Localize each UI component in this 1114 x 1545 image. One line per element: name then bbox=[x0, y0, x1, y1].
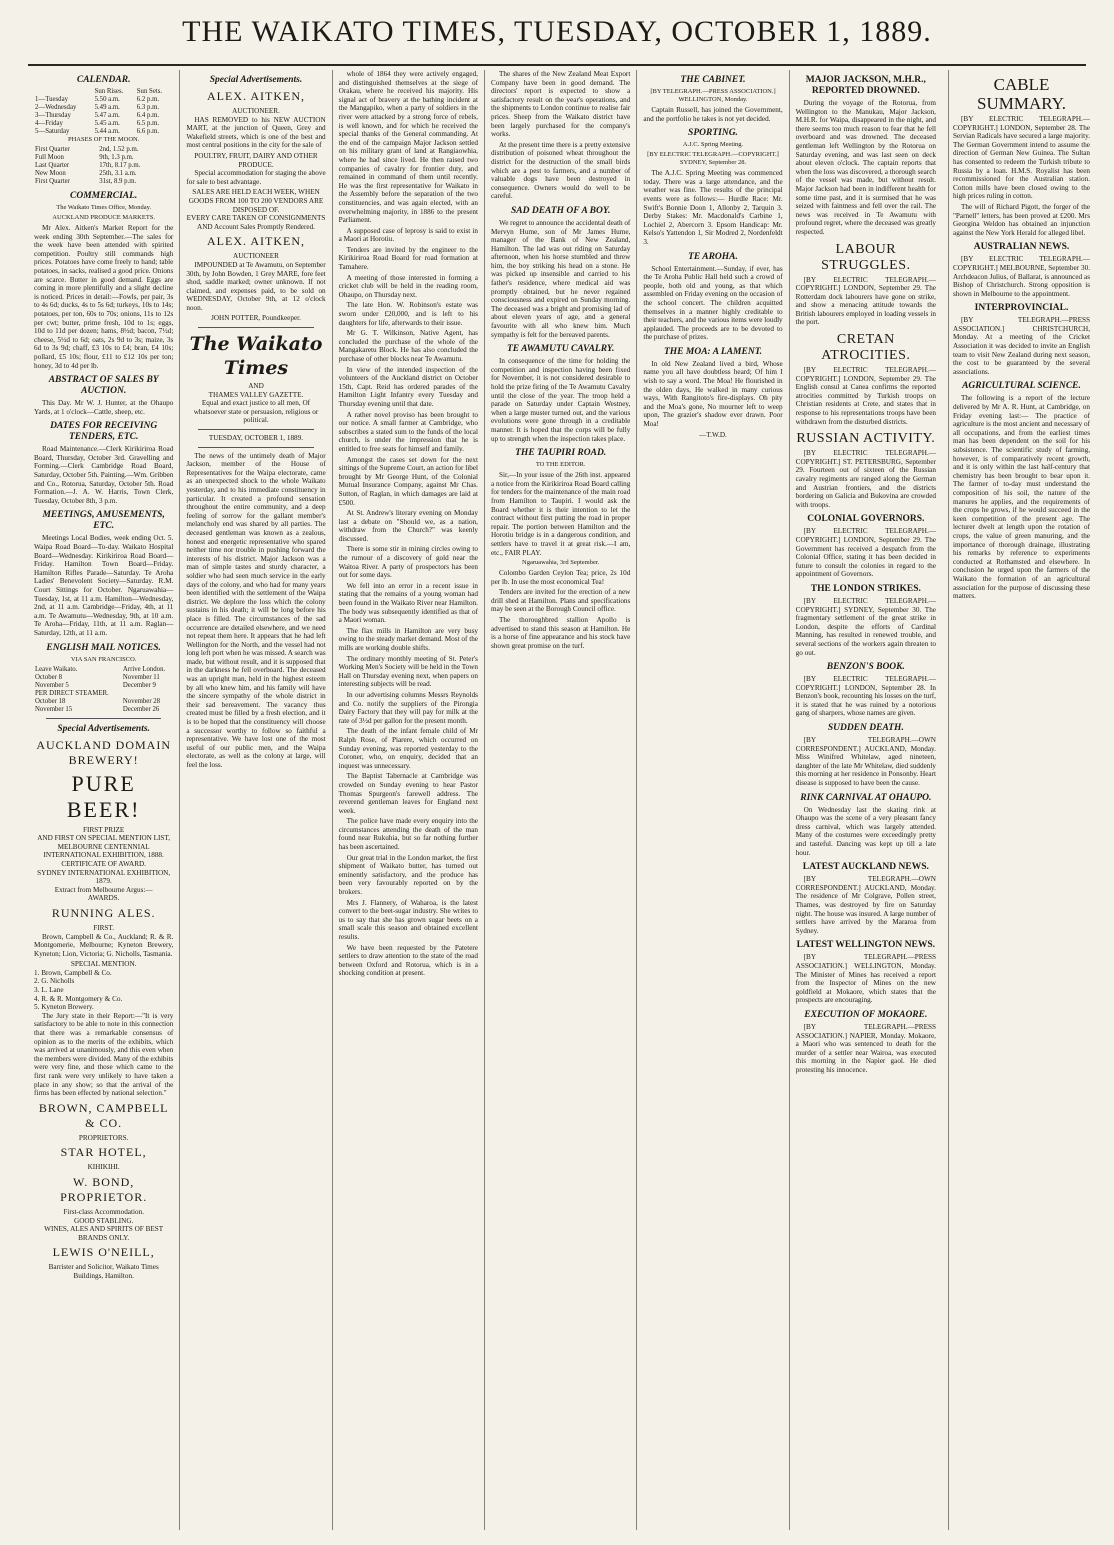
news-item: Tenders are invited for the erection of a new drill shed at Hamilton. Plans and specifications may be seen at the Borough Council office. bbox=[490, 588, 631, 614]
russian-heading: RUSSIAN ACTIVITY. bbox=[796, 431, 936, 447]
account-sales: AND Account Sales Promptly Rendered. bbox=[197, 222, 315, 231]
calendar-col: Sun Sets. bbox=[136, 88, 163, 95]
execution-text: [BY TELEGRAPH.—PRESS ASSOCIATION.] NAPIER, Monday. Mokaore, a Maori who was sentenced to death for the murder of a settler near Wairoa, was executed this morning in the Napier gaol. He died protesting his innocence. bbox=[795, 1022, 936, 1074]
cell: 6.2 p.m. bbox=[136, 96, 160, 103]
sales-heading: ABSTRACT OF SALES BY AUCTION. bbox=[48, 375, 159, 397]
news-item: There is some stir in mining circles owing to the rumour of a discovery of gold near the Waitoa River. A party of prospectors has been out for some days. bbox=[338, 545, 478, 580]
cretan-heading: CRETAN ATROCITIES. bbox=[821, 332, 911, 364]
news-item: The ordinary monthly meeting of St. Peter's Working Men's Society will be held in the Town Hall on Thursday evening next, when papers on interesting subjects will be read. bbox=[338, 654, 478, 689]
moon-row bbox=[34, 146, 173, 154]
labour-heading: LABOUR STRUGGLES. bbox=[821, 241, 911, 273]
moon-heading: PHASES OF THE MOON. bbox=[67, 136, 140, 143]
divider bbox=[46, 718, 161, 719]
column-3 bbox=[333, 70, 485, 1530]
news-item: A rather novel proviso has been brought to our notice. A small farmer at Cambridge, who subscribes a stated sum to the funds of the local church, is under the impression that he is entitled to free seats for himself and family. bbox=[338, 410, 478, 453]
columns bbox=[28, 70, 942, 1530]
news-item: The death of the infant female child of Mr Ralph Rose, of Piarere, which occurred on Sunday evening, was reported yesterday to the Coroner, who, on enquiry, decided that an inquest was unnecessary. bbox=[338, 727, 478, 770]
news-item: We have been requested by the Patetere settlers to draw attention to the state of the road between Oxford and Rotorua, which is in a shocking condition at present. bbox=[338, 943, 478, 978]
special-ads-heading: Special Advertisements. bbox=[57, 723, 150, 734]
cell: Last Quarter bbox=[35, 162, 70, 169]
major-jackson-text: During the voyage of the Rotorua, from Wellington to the Manukau, Major Jackson, M.H.R. for Waipa, disappeared in the night, and there seems too much reason to fear that he fell overboard and was drowned. The deceased gentleman left Wellington by the Rotorua on Saturday evening, and was last seen on deck about eleven o'clock. The captain reports that when the loss was discovered, a thorough search of the vessel was made, but without result. Major Jackson had been in indifferent health for some time past, and it is surmised that he was seized with faintness and fell over the rail. The news was received in Te Awamutu with profound regret, where the deceased was greatly respected. bbox=[795, 99, 936, 236]
moon-row bbox=[34, 162, 173, 170]
mail-row bbox=[34, 682, 173, 690]
sales-text: This Day. Mr W. J. Hunter, at the Ohaupo Yards, at 1 o'clock—Cattle, sheep, etc. bbox=[34, 399, 174, 416]
sudden-text: [BY TELEGRAPH.—OWN CORRESPONDENT.] AUCKLAND, Monday. Miss Winifred Whitelaw, aged nineteen, daughter of the late Mr Whitelaw, died suddenly this morning at her residence in Ponsonby. Heart disease is supposed to have been the cause. bbox=[795, 736, 936, 788]
proprietors: PROPRIETORS. bbox=[78, 1133, 129, 1142]
calendar-table bbox=[34, 88, 173, 136]
good-stabling: GOOD STABLING. bbox=[74, 1216, 134, 1225]
mention-item: 4. R. & R. Montgomery & Co. bbox=[34, 994, 123, 1003]
jury-text: The Jury state in their Report:—"It is very satisfactory to be able to note in this connection that there was a remarkable consensus of opinion as to the merits of the exhibits, which was arrived at unanimously, and this even when the members were divided. Many of the exhibits were very fine, and those which came to the first rank were very unlikely to have taken a place in any show; so that the arrival of the firms has been effected by national selection." bbox=[34, 1011, 174, 1098]
potter: JOHN POTTER, Poundkeeper. bbox=[211, 314, 301, 323]
cable-heading: CABLE SUMMARY. bbox=[977, 75, 1066, 113]
benzon-heading: BENZON'S BOOK. bbox=[826, 662, 905, 673]
motto: Equal and exact justice to all men, Of whatsoever state or persuasion, religious or political. bbox=[193, 399, 319, 425]
mail-table bbox=[34, 666, 173, 714]
news-item: The flax mills in Hamilton are very busy owing to the steady market demand. Most of the mills are working double shifts. bbox=[338, 626, 478, 652]
pure-beer: PURE BEER! bbox=[66, 770, 141, 822]
cell: First Quarter bbox=[35, 146, 70, 153]
cell: 2—Wednesday bbox=[35, 104, 77, 111]
ajc-heading: A.J.C. Spring Meeting. bbox=[682, 141, 744, 149]
news-item: Tenders are invited by the engineer to the Kirikiriroa Road Board for road formation at Tamahere. bbox=[338, 245, 478, 272]
strikes-text: [BY ELECTRIC TELEGRAPH.—COPYRIGHT.] SYDNEY, September 30. The fragmentary settlement of the great strike in London, despite the efforts of Cardinal Manning, has resulted in renewed trouble, and several sections of the workers again threaten to go out. bbox=[795, 596, 936, 657]
jackson-bio: whole of 1864 they were actively engaged, and distinguished themselves at the siege of Orakau, where he received his majority. His signal act of bravery at the bathing incident at the Mangapiko, when a party of soldiers in the river were attacked by a strong force of rebels, is well known, and for which he received the special thanks of the General commanding. At the end of the campaign Major Jackson settled on his military grant of land at Rangiaowhia, where he had since lived. He then raised two companies of cavalry for frontier duty, and remained in command of them until recently. He was the first representative for Waikato in the Assembly before the separation of the two constituencies, and was again elected, with an overwhelming majority, in 1886 to the present Parliament. bbox=[338, 70, 478, 225]
cell: PER DIRECT STEAMER. bbox=[35, 689, 109, 697]
major-jackson-heading: MAJOR JACKSON, M.H.R., REPORTED DROWNED. bbox=[805, 75, 926, 96]
cell: Leave Waikato. bbox=[35, 665, 78, 673]
cell: November 5 bbox=[35, 681, 69, 689]
special-mention: SPECIAL MENTION. bbox=[70, 960, 137, 969]
cell: 6.6 p.m. bbox=[136, 128, 160, 135]
calendar-col: Sun Rises. bbox=[94, 88, 124, 95]
column-2 bbox=[180, 70, 332, 1530]
masthead-title: THE WAIKATO TIMES, TUESDAY, OCTOBER 1, 1889. bbox=[182, 15, 932, 48]
cell: December 26 bbox=[122, 705, 160, 713]
auctioneer: AUCTIONEER. bbox=[232, 107, 280, 115]
cell: 5.44 a.m. bbox=[94, 128, 120, 135]
cell: 17th, 8.17 p.m. bbox=[99, 162, 141, 169]
calendar-row bbox=[34, 128, 173, 136]
auckland-heading: AUCKLAND PRODUCE MARKETS. bbox=[52, 214, 156, 221]
brewery-line: AUCKLAND DOMAIN BREWERY! bbox=[36, 737, 171, 767]
cabinet-sub: [BY TELEGRAPH.—PRESS ASSOCIATION.] WELLINGTON, Monday. bbox=[650, 88, 776, 103]
calendar-row bbox=[34, 120, 173, 128]
colonial-heading: COLONIAL GOVERNORS. bbox=[807, 514, 925, 525]
cell: December 9 bbox=[122, 681, 156, 689]
news-item: A supposed case of leprosy is said to exist in a Maori at Horotiu. bbox=[338, 226, 478, 244]
masthead bbox=[28, 14, 1086, 66]
tenders-heading: DATES FOR RECEIVING TENDERS, ETC. bbox=[50, 421, 158, 443]
auckland-news-text: [BY TELEGRAPH.—OWN CORRESPONDENT.] AUCKLAND, Monday. The residence of Mr Colgrave, Pollen street, Thames, was destroyed by fire on Saturday night. The house was insured. A large number of settlers have arrived by the Mararoa from Sydney. bbox=[795, 875, 936, 935]
every-care: EVERY CARE TAKEN OF CONSIGNMENTS bbox=[186, 214, 326, 223]
cell: 25th, 3.1 a.m. bbox=[99, 170, 137, 177]
column-5 bbox=[637, 70, 789, 1530]
rink-heading: RINK CARNIVAL AT OHAUPO. bbox=[800, 792, 932, 803]
sydney: SYDNEY INTERNATIONAL EXHIBITION, 1879. bbox=[37, 868, 171, 886]
calendar-row bbox=[34, 112, 173, 120]
calendar-row bbox=[34, 104, 173, 112]
first-prize: FIRST PRIZE bbox=[83, 825, 125, 834]
prize-text: AND FIRST ON SPECIAL MENTION LIST, MELBOURNE CENTENNIAL INTERNATIONAL EXHIBITION, 1888. bbox=[37, 834, 171, 860]
mail-sub: VIA SAN FRANCISCO. bbox=[70, 655, 137, 663]
divider bbox=[198, 447, 313, 448]
cabinet-heading: THE CABINET. bbox=[680, 75, 746, 85]
wines: WINES, ALES AND SPIRITS OF BEST BRANDS ONLY. bbox=[44, 1225, 164, 1242]
mail-row bbox=[34, 706, 173, 714]
cell: 9th, 1.3 p.m. bbox=[99, 154, 134, 161]
interprovincial-heading: INTERPROVINCIAL. bbox=[974, 303, 1069, 314]
mail-row bbox=[34, 698, 173, 706]
news-item: The late Hon. W. Robinson's estate was sworn under £20,000, and is left to his daughters for life, afterwards to their issue. bbox=[338, 301, 478, 327]
cell: New Moon bbox=[35, 170, 66, 177]
special-accom: Special accommodation for staging the above for sale to best advantage. bbox=[186, 169, 326, 186]
moon-row bbox=[34, 178, 173, 186]
calendar-heading: CALENDAR. bbox=[76, 75, 131, 85]
cell: 5.49 a.m. bbox=[94, 104, 120, 111]
taupiri-heading: THE TAUPIRI ROAD. bbox=[515, 448, 607, 459]
ajc-text: The A.J.C. Spring Meeting was commenced today. There was a large attendance, and the weather was fine. The results of the principal events were as follows:— Hurdle Race: Mr. Swift's Bonnie Doon 1, Allonby 2, Tarquin 3. Derby Stakes: Mr. Macdonald's Carbine 1, Lochiel 2, Abercorn 3. Epsom Handicap: Mr. Kelso's Yattendon 1, Sir Modred 2, Nordenfeldt 3. bbox=[643, 169, 783, 246]
russian-text: [BY ELECTRIC TELEGRAPH.—COPYRIGHT.] ST. PETERSBURG, September 29. Fourteen out of sixteen of the Russian cavalry regiments are ranged along the German and Austrian frontiers, and the districts bordering on Galicia and Bukovina are crowded with troops. bbox=[795, 449, 936, 509]
removed-text: HAS REMOVED to his NEW AUCTION MART, at the junction of Queen, Grey and Wakefield streets, which is one of the best and most central positions in the city for the sale of bbox=[186, 115, 326, 150]
labour-text: [BY ELECTRIC TELEGRAPH.—COPYRIGHT.] LONDON, September 29. The Rotterdam dock labourers have gone on strike, and show a menacing attitude towards the British labourers employed in loading vessels in the port. bbox=[795, 275, 936, 327]
cell: 6.5 p.m. bbox=[136, 120, 160, 127]
interprovincial-text: [BY TELEGRAPH.—PRESS ASSOCIATION.] CHRISTCHURCH, Monday. At a meeting of the Cricket Association it was decided to invite an English team to visit New Zealand during next season, the cost to be guaranteed by the several associations. bbox=[953, 316, 1090, 376]
auckland-news-heading: LATEST AUCKLAND NEWS. bbox=[802, 862, 929, 873]
taupiri-sub: TO THE EDITOR. bbox=[535, 461, 586, 469]
aitken-name-2: ALEX. AITKEN, bbox=[207, 234, 305, 249]
news-item: Our great trial in the London market, the first shipment of Waikato butter, has turned out eminently satisfactory, and the produce has been very favourably reported on by the brokers. bbox=[338, 853, 478, 897]
news-item: The thoroughbred stallion Apollo is advertised to stand this season at Hamilton. He is a horse of fine appearance and his stock have shown great promise on the turf. bbox=[490, 616, 631, 650]
cell: October 18 bbox=[35, 697, 66, 705]
kihikihi: KIHIKIHI. bbox=[87, 1163, 120, 1172]
cell: 5—Saturday bbox=[35, 128, 70, 135]
news-item: At the present time there is a pretty extensive distribution of poisoned wheat throughout the district for the destruction of the small birds which are a pest to farmers, and a number of valuable dogs have been destroyed in consequence. Owners would do well to be careful. bbox=[490, 140, 631, 201]
auckland-text: Mr Alex. Aitken's Market Report for the week ending 30th September.—The sales for the week have been attended with spirited competition. Poultry still commands high prices. Potatoes have come freely to hand; table potatoes, in sacks, realised a good price. Onions are scarce. Butter in good demand. Eggs are coming in more plentifully and a slight decline is noticed. Prices in detail:—Fowls, per pair, 3s to 4s 6d; ducks, 4s to 5s 6d; turkeys, 10s to 14s; potatoes, per ton, 60s to 70s; onions, 11s to 12s per cwt; butter, prime fresh, 10d to 1s; eggs, 10d to 11d per dozen; hams, 8½d; bacon, 7½d; cheese, 5½d to 6d; oats, 2s 9d to 3s; maize, 3s 6d to 3s 9d; chaff, £3 10s to £4; bran, £4 10s; pollard, £5 10s; flour, £11 to £12 10s per ton; honey, 3d to 4d per lb. bbox=[34, 224, 174, 370]
mention-item: 3. L. Lane bbox=[34, 986, 64, 995]
news-item: We fell into an error in a recent issue in stating that the remains of a young woman had been found in the Waikato River near Hamilton. The body was subsequently identified as that of a Maori woman. bbox=[338, 581, 478, 625]
colonial-text: [BY ELECTRIC TELEGRAPH.—COPYRIGHT.] LONDON, September 29. The Government has received a despatch from the Colonial Office, stating it has been decided in future to consult the colonies in regard to the appointment of Governors. bbox=[795, 527, 936, 579]
bond-line: W. BOND, PROPRIETOR. bbox=[60, 1174, 148, 1204]
cell: 5.50 a.m. bbox=[94, 96, 120, 103]
and-line: AND bbox=[248, 382, 264, 391]
column-6 bbox=[790, 70, 942, 1530]
mail-row bbox=[34, 690, 173, 698]
cell: October 8 bbox=[35, 673, 62, 681]
news-item: Mrs J. Flannery, of Waharoa, is the latest convert to the beet-sugar industry. She writes to us to say that she has grown sugar beets on a small scale this season and obtained excellent results. bbox=[338, 898, 478, 941]
news-item: At St. Andrew's literary evening on Monday last a debate on "Should we, as a nation, withdraw from the Church?" was keenly discussed. bbox=[338, 509, 478, 543]
column-1 bbox=[28, 70, 180, 1530]
moa-signature: —T.W.D. bbox=[699, 430, 727, 439]
cell: 3—Thursday bbox=[35, 112, 71, 119]
news-item: The Baptist Tabernacle at Cambridge was crowded on Sunday evening to hear Pastor Thomas Spurgeon's farewell address. The reverend gentleman leaves for England next week. bbox=[338, 772, 478, 815]
gazette: THAMES VALLEY GAZETTE. bbox=[208, 390, 304, 399]
tenders-text: Road Maintenance.—Clerk Kirikiriroa Road Board, Thursday, October 3rd. Gravelling and Forming.—Clerk Cambridge Road Board, Saturday, October 5th. Painting.—Wm. Gribben and Co., Rotorua, Saturday, October 5th. Road Formation.—J. A. W. Harris, Town Clerk, Tuesday, October 8th, 3 p.m. bbox=[34, 445, 174, 505]
cavalry-text: In consequence of the time for holding the competition and inspection having been fixed for November, it is not considered desirable to hold the prize firing of the Te Awamutu Cavalry until the close of the year. The troop held a parade on Saturday under Captain Westney, when a large muster turned out, and the various evolutions were gone through in a creditable manner. It is hoped that the corps will be fully up to strength when the inspection takes place. bbox=[490, 357, 631, 443]
rink-text: On Wednesday last the skating rink at Ohaupo was the scene of a very pleasant fancy dress carnival, which was largely attended. Many of the costumes were exceedingly pretty and tasteful. Dancing was kept up till a late hour. bbox=[795, 805, 936, 857]
commercial-heading: COMMERCIAL. bbox=[70, 191, 138, 201]
australian-heading: AUSTRALIAN NEWS. bbox=[973, 242, 1070, 253]
first-label: FIRST. bbox=[93, 923, 115, 932]
leader-text: The news of the untimely death of Major Jackson, member of the House of Representatives for the Waipa electorate, came as an unexpected shock to the whole Waikato yesterday, and to his immediate constituency in particular. It created a profound sensation throughout the entire community, and a deep feeling of sorrow for the gallant member's melancholy end was shared by all parties. The deceased gentleman was known as a zealous, honest and energetic representative who spared neither time nor trouble in pushing forward the interests of his district. Major Jackson was a man of simple tastes and sturdy character, a soldier who had seen much service in the early days of the colony, and who had for many years been identified with the settlement of the Waipa district. We deplore the loss which the colony sustains in his death; it will be long before his place is filled. The circumstances of the sad occurrence are detailed elsewhere, and we need not repeat them here. It appears that he had left Wellington for the North, and the vessel had not long left port when he was missed. A search was made, but without result, and it is supposed that in the darkness he fell overboard. The deceased was an upright man, held in the highest esteem by all who knew him, and his family will have the sincere sympathy of the whole district in their sad bereavement. The vacancy thus created must be filled by a fresh election, and it is to be hoped that the constituency will choose a successor worthy to follow so faithful a representative. We have lost one of the most useful of our public men, and the Waipa electorate, as well as the colony at large, will feel the loss. bbox=[186, 451, 326, 769]
awards: AWARDS. bbox=[87, 894, 120, 903]
wellington-news-heading: LATEST WELLINGTON NEWS. bbox=[796, 940, 936, 951]
cabinet-text: Captain Russell, has joined the Government, and the portfolio he takes is not yet decided. bbox=[643, 106, 783, 123]
cell: 5.47 a.m. bbox=[94, 112, 120, 119]
sporting-heading: SPORTING. bbox=[688, 128, 738, 139]
strikes-heading: THE LONDON STRIKES. bbox=[810, 583, 921, 594]
cell: 2nd, 1.52 p.m. bbox=[99, 146, 139, 153]
running-ales: RUNNING ALES. bbox=[51, 905, 156, 920]
news-item: Amongst the cases set down for the next sittings of the Supreme Court, an action for libel brought by Mr George Hunt, of the Colonial Mutual Insurance Company, against Mr Chas. Sutton, of Raglan, in which damages are laid at £500. bbox=[338, 455, 478, 507]
forger-text: The will of Richard Pigott, the forger of the "Parnell" letters, has been proved at £200. Mrs Georgina Weldon has obtained an injunction against the New York Herald for alleged libel. bbox=[953, 202, 1090, 237]
news-item: A meeting of those interested in forming a cricket club will be held in the reading room, Ohaupo, on Thursday next. bbox=[338, 273, 478, 299]
cell: 6.3 p.m. bbox=[136, 104, 160, 111]
taupiri-place: Ngaruawahia, 3rd September. bbox=[522, 559, 600, 567]
news-item: Colombo Garden Ceylon Tea; price, 2s 10d per lb. In use the most economical Tea! bbox=[490, 569, 631, 586]
cell: 5.45 a.m. bbox=[94, 120, 120, 127]
australian-text: [BY ELECTRIC TELEGRAPH.—COPYRIGHT.] MELBOURNE, September 30. Archdeacon Julius, of Ballarat, is announced as Bishop of Christchurch. Strong opposition is shown in Melbourne to the appointment. bbox=[953, 255, 1090, 298]
mail-row bbox=[34, 674, 173, 682]
lewis-oneill: LEWIS O'NEILL, bbox=[52, 1245, 155, 1260]
cell: November 15 bbox=[35, 705, 73, 713]
barrister: Barrister and Solicitor, Waikato Times Buildings, Hamilton. bbox=[48, 1263, 159, 1280]
calendar-col bbox=[34, 88, 94, 96]
te-aroha-heading: TE AROHA. bbox=[688, 251, 738, 262]
mention-item: 2. G. Nicholls bbox=[34, 977, 75, 986]
moa-heading: THE MOA: A LAMENT. bbox=[663, 346, 762, 357]
cable-text: [BY ELECTRIC TELEGRAPH.—COPYRIGHT.] LONDON, September 28. The Servian Radicals have secured a large majority. The German Government intend to assume the direction of German New Guinea. The Sultan has consented to redeem the Turkish tribute to Russia by a loan. H.M.S. Royalist has been recommissioned for the Australian station. Cotton mills have been closed owing to the high prices ruling in cotton. bbox=[953, 115, 1090, 201]
impounded-text: IMPOUNDED at Te Awamutu, on September 30th, by John Bowden, 1 Grey MARE, fore feet shod, saddle marked; owner unknown. If not claimed, and expenses paid, to be sold on WEDNESDAY, October 9th, at 12 o'clock noon. bbox=[186, 260, 326, 312]
cell: November 28 bbox=[122, 697, 161, 705]
cell: November 11 bbox=[122, 673, 160, 681]
column-4 bbox=[485, 70, 637, 1530]
paper-title: The Waikato Times bbox=[189, 333, 323, 380]
commercial-sub: The Waikato Times Office, Monday. bbox=[56, 204, 152, 211]
aitken-name: ALEX. AITKEN, bbox=[207, 89, 305, 103]
cell: 6.4 p.m. bbox=[136, 112, 160, 119]
wellington-news-text: [BY TELEGRAPH.—PRESS ASSOCIATION.] WELLINGTON, Monday. The Minister of Mines has received a report from the Inspector of Mines on the new goldfield at Mokaore, which states that the prospects are encouraging. bbox=[795, 953, 936, 1005]
benzon-text: [BY ELECTRIC TELEGRAPH.—COPYRIGHT.] LONDON, September 28. In Benzon's book, recounting his losses on the turf, it is stated that he was ruined by a notorious gang of sharpers, whose names are given. bbox=[795, 675, 936, 718]
execution-heading: EXECUTION OF MOKAORE. bbox=[804, 1009, 928, 1020]
extract: Extract from Melbourne Argus:— bbox=[54, 885, 153, 894]
news-item: Mr G. T. Wilkinson, Native Agent, has concluded the purchase of the whole of the Mangakaretu Block. He has also concluded the purchase of other blocks near Te Awamutu. bbox=[338, 329, 478, 363]
agricultural-text: The following is a report of the lecture delivered by Mr A. R. Hunt, at Cambridge, on Friday evening last:— The practice of agriculture is the most ancient and necessary of all occupations, and from the earliest times man has been dependent on the soil for his subsistence. The scientific study of farming, however, is of comparatively recent growth, and it is only within the last half-century that chemistry has been brought to bear upon it. The farmer of to-day must understand the composition of his soil, the nature of the manures he applies, and the requirements of the crops he grows, if he would succeed in the keen competition of the present age. The lecturer dwelt at length upon the rotation of crops, the value of green manuring, and the importance of thorough drainage, illustrating his remarks by reference to experiments conducted at Rothamsted and elsewhere. In conclusion he urged upon the farmers of the Waikato the formation of an agricultural association for the purpose of discussing these matters. bbox=[953, 394, 1090, 601]
sales-daily: SALES ARE HELD EACH WEEK, WHEN GOODS FROM 100 TO 200 VENDORS ARE DISPOSED OF. bbox=[188, 188, 324, 214]
cell: 4—Friday bbox=[35, 120, 63, 127]
calendar-header-row bbox=[34, 88, 173, 96]
cell: 31st, 8.9 p.m. bbox=[99, 178, 137, 185]
brown-campbell: BROWN, CAMPBELL & CO. bbox=[38, 1100, 169, 1130]
column-7 bbox=[948, 70, 1094, 1530]
sudden-heading: SUDDEN DEATH. bbox=[827, 723, 904, 734]
first-class: First-class Accommodation. bbox=[63, 1207, 144, 1216]
news-item: The shares of the New Zealand Meat Export Company have been in good demand. The directors' report is expected to show a satisfactory result on the year's operations, and the shipments to London continue to realise fair prices. Sheep from the Waikato district have been largely purchased for the company's works. bbox=[490, 70, 631, 139]
agricultural-heading: AGRICULTURAL SCIENCE. bbox=[962, 381, 1081, 392]
meetings-text: Meetings Local Bodies, week ending Oct. 5. Waipa Road Board—To-day. Waikato Hospital Board—Wednesday. Kirikiriroa Road Board—Friday. Hamilton Town Board—Friday. Hamilton Rifles Parade—Saturday. Te Aroha Ladies' Benevolent Society—Saturday. R.M. Court Sittings for October. Ngaruawahia—Tuesday, 1st, at 11 a.m. Hamilton—Wednesday, 2nd, at 11 a.m. Cambridge—Friday, 4th, at 11 a.m. Te Awamutu—Wednesday, 9th, at 10 a.m. Te Aroha—Friday, 11th, at 11 a.m. Raglan—Saturday, 12th, at 11 a.m. bbox=[34, 534, 174, 637]
cell: 1—Tuesday bbox=[35, 96, 68, 103]
moa-text: In old New Zealand lived a bird, Whose name you all have doubtless heard; Of him I wish to say a word. The Moa! He flourished in the olden days, He walked in many curious ways, With Rangitoto's fire-displays. Oh pity and the Moa's gone, No mourner left to weep upon, The grazier's shadow ever drawn. Poor Moa! bbox=[643, 359, 783, 429]
cavalry-heading: TE AWAMUTU CAVALRY. bbox=[506, 344, 615, 355]
mention-item: 5. Kyneton Brewery. bbox=[34, 1003, 94, 1012]
mail-heading: ENGLISH MAIL NOTICES. bbox=[46, 642, 161, 653]
cert: CERTIFICATE OF AWARD. bbox=[61, 859, 146, 868]
moon-row bbox=[34, 154, 173, 162]
news-item: The police have made every enquiry into the circumstances attending the death of the man found near Rukuhia, but so far nothing further has been ascertained. bbox=[338, 817, 478, 852]
moon-table bbox=[34, 146, 173, 186]
taupiri-text: Sir,—In your issue of the 26th inst. appeared a notice from the Kirikiriroa Road Board calling for tenders for the maintenance of the main road from Hamilton to Taupiri. I would ask the Board whether it is their intention to let the contract without first putting the road in proper repair. The portion between Hamilton and the Horotiu bridge is in a dangerous condition, and settlers have to travel it at great risk.—I am, etc., FAIR PLAY. bbox=[490, 471, 631, 557]
cell bbox=[122, 690, 173, 698]
star-hotel: STAR HOTEL, bbox=[60, 1145, 147, 1160]
poultry-line: POULTRY, FRUIT, DAIRY AND OTHER PRODUCE. bbox=[194, 151, 318, 169]
calendar-row bbox=[34, 96, 173, 104]
mention-item: 1. Brown, Campbell & Co. bbox=[34, 968, 112, 977]
divider bbox=[198, 327, 313, 328]
first-text: Brown, Campbell & Co., Auckland; R. & R. Montgomerie, Melbourne; Kyneton Brewery, Kyneton; Lion, Victoria; G. Nicholls, Tasmania. bbox=[34, 932, 174, 958]
sad-death-text: We regret to announce the accidental death of Mervyn Hume, son of Mr James Hume, manager of the Bank of New Zealand, Hamilton. The lad was out riding on Saturday afternoon, when his horse stumbled and threw him, the boy striking his head on a stone. He was picked up insensible and carried to his father's residence, where medical aid was promptly obtained, but he never regained consciousness and expired on Sunday morning. The deceased was a bright and promising lad of about eleven years of age, and a general favourite with all who knew him. Much sympathy is felt for the bereaved parents. bbox=[490, 218, 631, 339]
divider bbox=[198, 429, 313, 430]
mail-header-row bbox=[34, 666, 173, 674]
news-item: In our advertising columns Messrs Reynolds and Co. notify the suppliers of the Pirongia Dairy Factory that they will pay for milk at the rate of 3½d per gallon for the present month. bbox=[338, 690, 478, 725]
ajc-sub: [BY ELECTRIC TELEGRAPH.—COPYRIGHT.] SYDNEY, September 28. bbox=[647, 151, 779, 167]
te-aroha-text: School Entertainment.—Sunday, if ever, has the Te Aroha Public Hall held such a crowd of people, both old and young, as that which assembled on Friday evening on the occasion of the school concert. The children acquitted themselves in a manner highly creditable to their teachers, and the various items were loudly applauded. The proceeds are to be devoted to the purchase of prizes. bbox=[643, 264, 783, 342]
meetings-heading: MEETINGS, AMUSEMENTS, ETC. bbox=[42, 510, 165, 532]
dateline: TUESDAY, OCTOBER 1, 1889. bbox=[208, 434, 304, 443]
sad-death-heading: SAD DEATH OF A BOY. bbox=[510, 205, 611, 216]
news-item: In view of the intended inspection of the volunteers of the Auckland district on October 15th, Capt. Reid has ordered parades of the Hamilton Light Infantry every Tuesday and Thursday evening until that date. bbox=[338, 365, 478, 408]
special-ads-heading-2: Special Advertisements. bbox=[209, 75, 303, 85]
cell: Arrive London. bbox=[122, 665, 166, 673]
cretan-text: [BY ELECTRIC TELEGRAPH.—COPYRIGHT.] LONDON, September 29. The English consul at Canea confirms the reported atrocities committed by Turkish troops on Christian residents at Crete, and states that in response to his representations troops have been withdrawn from the disturbed districts. bbox=[795, 366, 936, 426]
cell: Full Moon bbox=[35, 154, 64, 161]
cell: First Quarter bbox=[35, 178, 70, 185]
auctioneer-2: AUCTIONEER bbox=[233, 252, 279, 261]
moon-row bbox=[34, 170, 173, 178]
